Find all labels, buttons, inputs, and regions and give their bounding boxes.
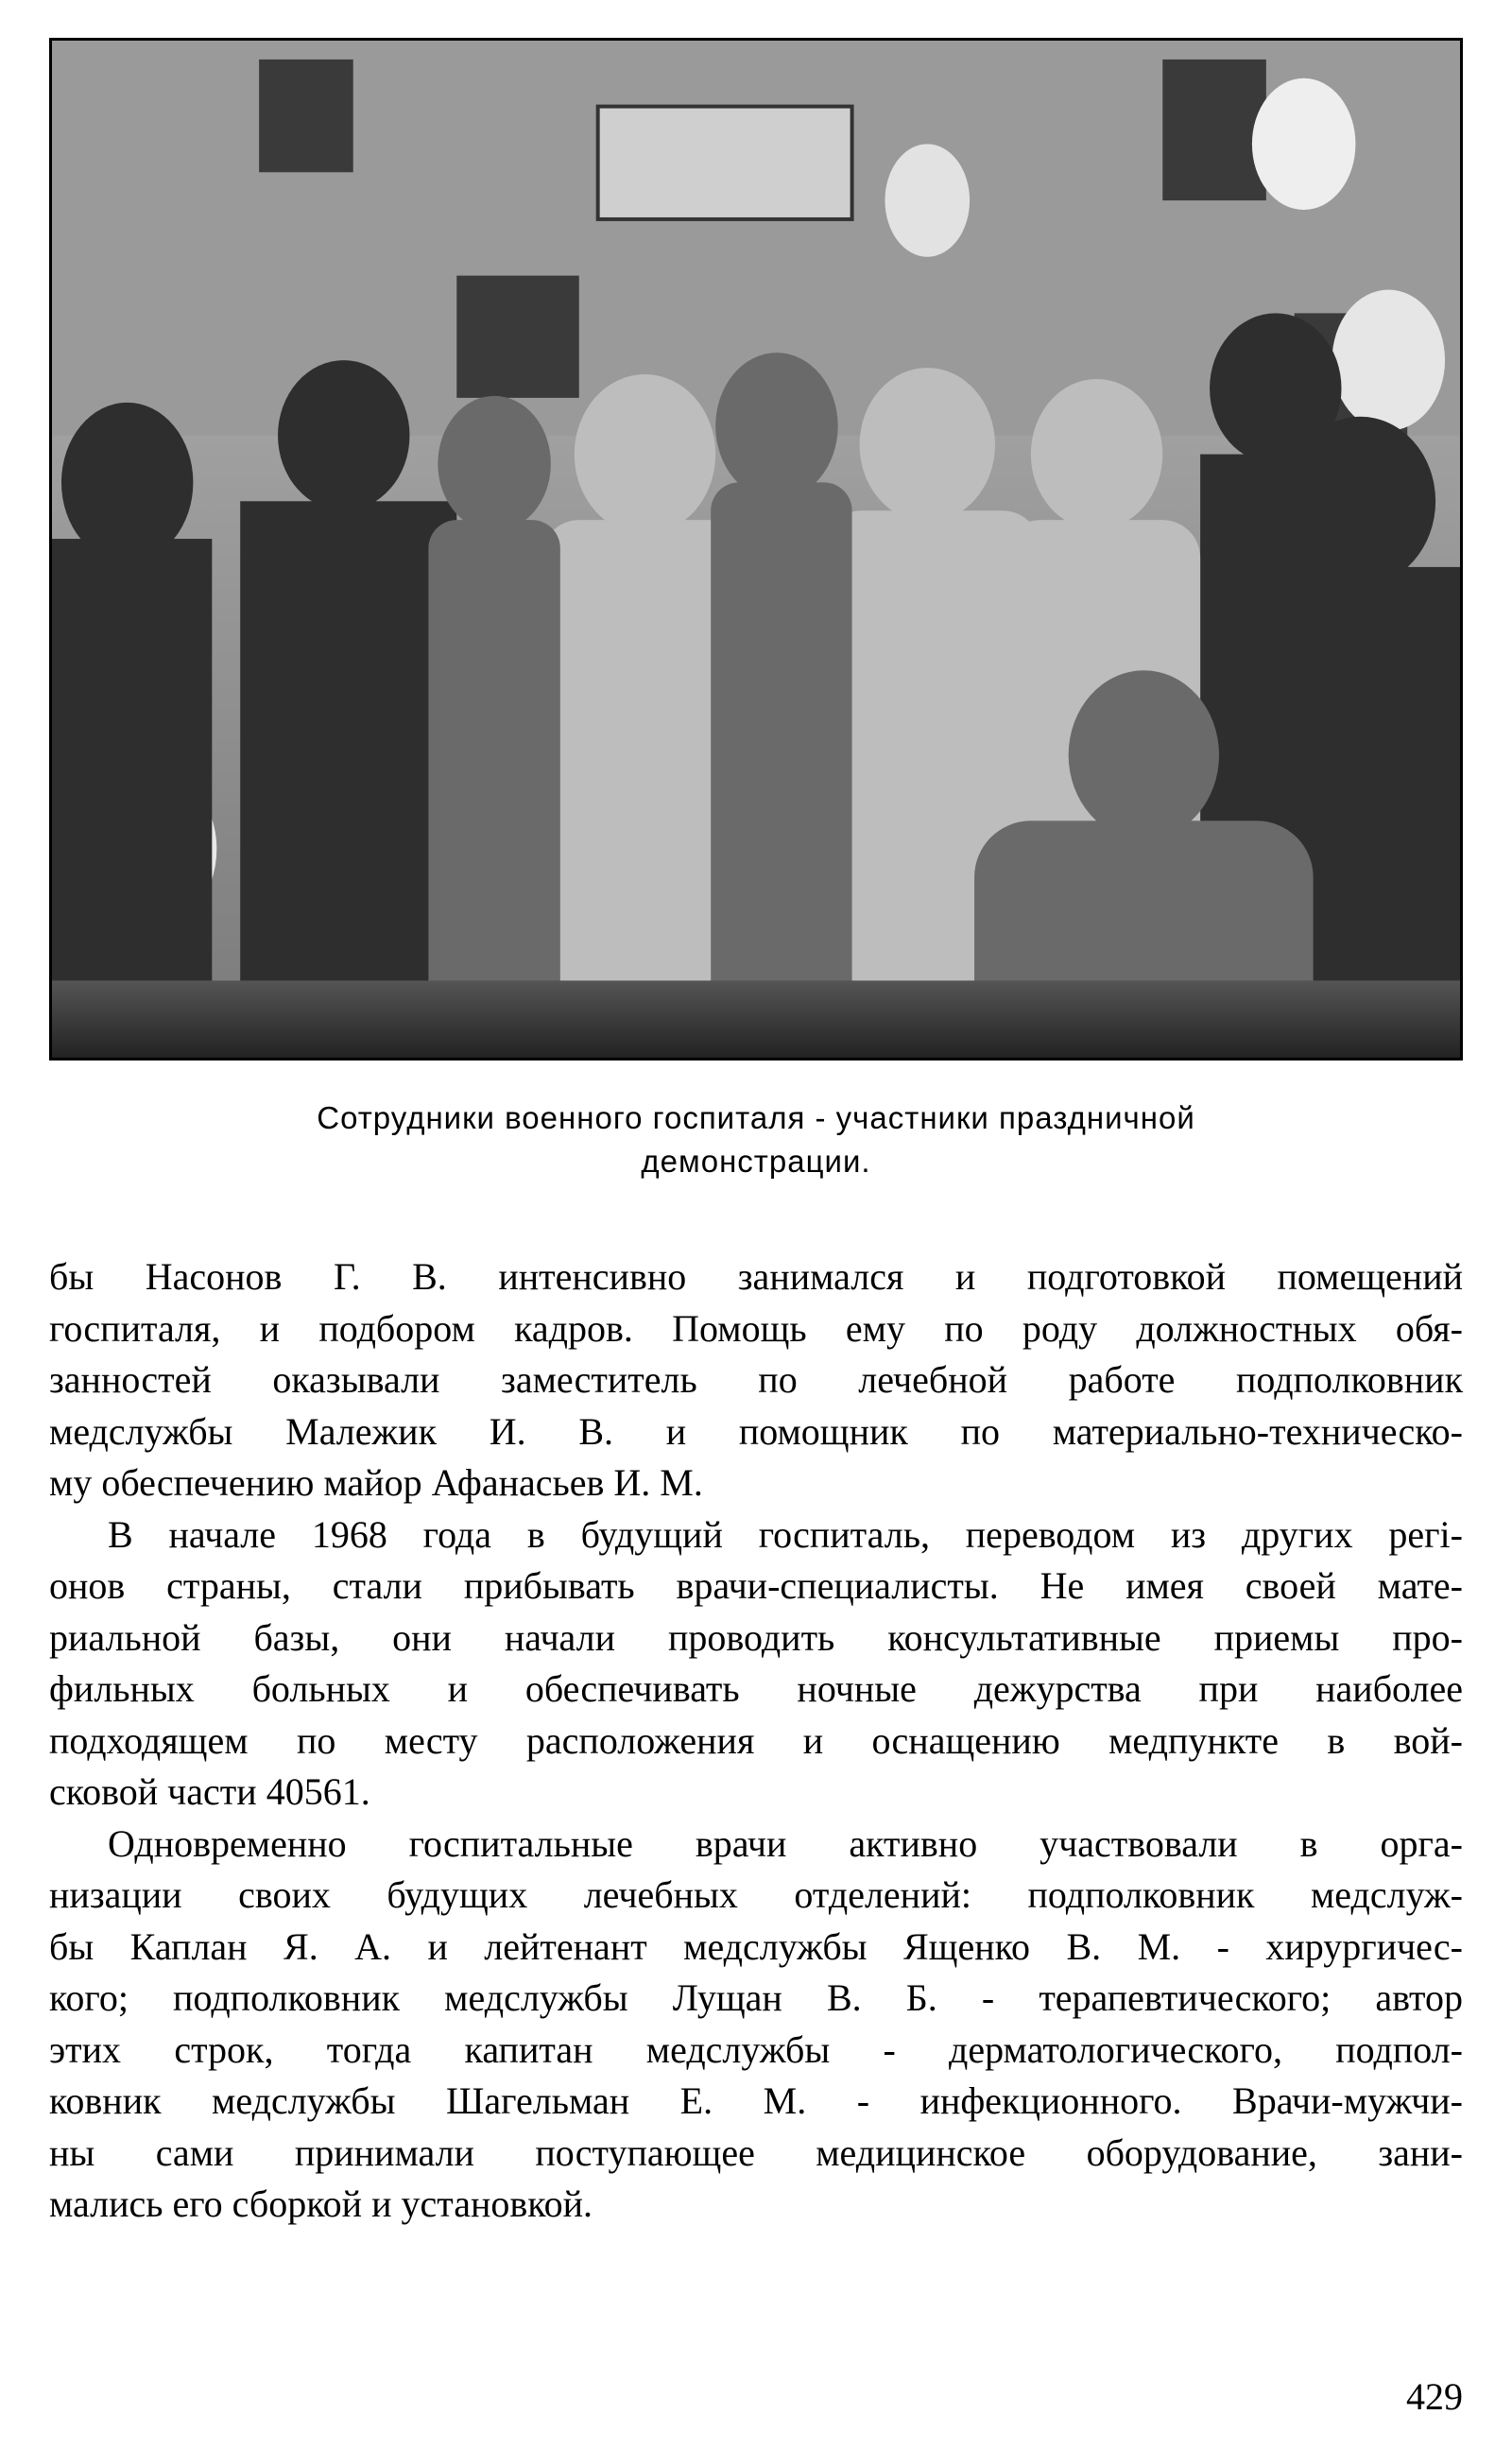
paragraph [49, 1819, 1463, 2231]
text-line: госпиталя, и подбором кадров. Помощь ему по роду должностных обя- [49, 1306, 1463, 1350]
text-line: бы Насонов Г. В. интенсивно занимался и подготовкой помещений [49, 1255, 1463, 1298]
text-line: ны сами принимали поступающее медицинское оборудование, зани- [49, 2130, 1463, 2174]
text-line: В начале 1968 года в будущий госпиталь, переводом из других регі- [108, 1512, 1463, 1556]
text-line: этих строк, тогда капитан медслужбы - дерматологического, подпол- [49, 2027, 1463, 2071]
text-line: медслужбы Малежик И. В. и помощник по материально-техническо- [49, 1409, 1463, 1453]
caption-line: демонстрации. [641, 1144, 871, 1179]
text-line: ковник медслужбы Шагельман Е. М. - инфекционного. Врачи-мужчи- [49, 2079, 1463, 2122]
text-line: Одновременно госпитальные врачи активно участвовали в орга- [108, 1821, 1463, 1865]
caption-line: Сотрудники военного госпиталя - участники праздничной [317, 1100, 1195, 1135]
paragraph [49, 1251, 1463, 1509]
text-line: онов страны, стали прибывать врачи-специалисты. Не имея своей мате- [49, 1564, 1463, 1607]
page-number: 429 [1406, 2375, 1463, 2418]
group-photo-icon [52, 41, 1460, 1058]
body-text [49, 1251, 1463, 2231]
paragraph [49, 1509, 1463, 1819]
text-line: му обеспечению майор Афанасьев И. М. [49, 1461, 703, 1504]
text-line: риальной базы, они начали проводить консультативные приемы про- [49, 1615, 1463, 1659]
text-line: занностей оказывали заместитель по лечебной работе подполковник [49, 1358, 1463, 1401]
text-line: мались его сборкой и установкой. [49, 2182, 593, 2225]
text-line: кого; подполковник медслужбы Лущан В. Б. - терапевтического; автор [49, 1976, 1463, 2019]
text-line: подходящем по месту расположения и оснащению медпункте в вой- [49, 1718, 1463, 1762]
text-line: низации своих будущих лечебных отделений: подполковник медслуж- [49, 1873, 1463, 1916]
text-line: бы Каплан Я. А. и лейтенант медслужбы Ященко В. М. - хирургичес- [49, 1924, 1463, 1968]
group-photo [49, 38, 1463, 1061]
text-line: сковой части 40561. [49, 1770, 370, 1813]
text-line: фильных больных и обеспечивать ночные дежурства при наиболее [49, 1667, 1463, 1710]
photo-caption [49, 1096, 1463, 1183]
